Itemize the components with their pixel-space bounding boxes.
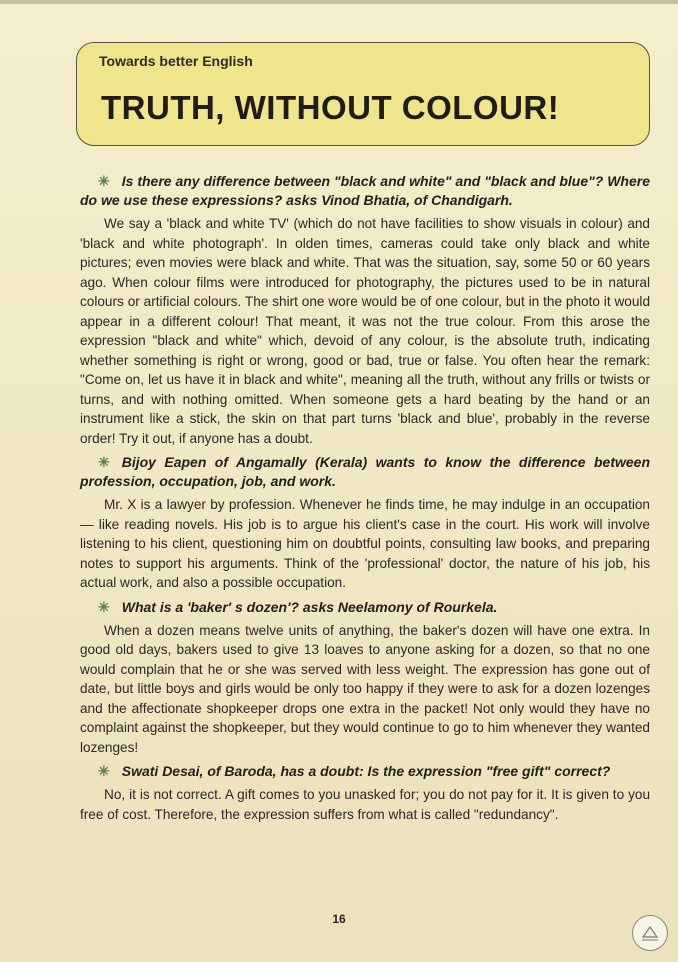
asterisk-bullet-icon: ✳ — [98, 598, 110, 615]
answer-1: We say a 'black and white TV' (which do not have facilities to show visuals in colour) and 'black and white photograph'. In olden times, cameras could take only black and white pictures; even movies were black and white. That was the situation, say, some 50 or 60 years ago. When colour films were introduced for photography, the pictures used to be in natural colours or artificial colours. The shirt one wore would be of one colour, but in the photo it would appear in a different colour! That meant, it was not the true colour. From this arose the expression "black and white" which, devoid of any colour, is the absolute truth, indicating whether something is right or wrong, good or bad, true or false. You often hear the remark: "Come on, let us have it in black and white", meaning all the truth, without any frills or twists or turns, and with nothing omitted. When someone gets a hard beating by the hand or an instrument like a stick, the skin on that part turns 'black and blue', probably in the reverse order! Try it out, if anyone has a doubt. — [80, 216, 650, 446]
top-edge — [0, 0, 678, 4]
question-text: Is there any difference between "black and white" and "black and blue"? Where do we use these expressions? asks Vinod Bhatia, of Chandigarh. — [80, 173, 650, 208]
question-text: Swati Desai, of Baroda, has a doubt: Is the expression "free gift" correct? — [121, 763, 611, 779]
question-text: Bijoy Eapen of Angamally (Kerala) wants to know the difference between profession, occupation, job, and work. — [80, 454, 650, 489]
article-title: TRUTH, WITHOUT COLOUR! — [101, 89, 560, 126]
question-4 — [80, 762, 650, 781]
asterisk-bullet-icon: ✳ — [98, 454, 110, 470]
question-1 — [80, 172, 650, 210]
article-body — [80, 172, 650, 829]
question-2 — [80, 453, 650, 491]
asterisk-bullet-icon: ✳ — [98, 763, 110, 779]
title-box — [76, 42, 650, 146]
column-kicker: Towards better English — [99, 53, 253, 69]
answer-3: When a dozen means twelve units of anything, the baker's dozen will have one extra. In good old days, bakers used to give 13 loaves to anyone asking for a dozen, so that no one would complain that he or she was served with less weight. The expression has gone out of date, but little boys and girls would be only too happy if they were to ask for a dozen lozenges and the affectionate shopkeeper drops one extra in the packet! Not only would they have no complaint against the shopkeeper, but they would continue to go to him whenever they wanted lozenges! — [80, 622, 650, 755]
answer-2: Mr. X is a lawyer by profession. Whenever he finds time, he may indulge in an occupation — like reading novels. His job is to argue his client's case in the court. His work will involve listening to his client, questioning him on doubtful points, consulting law books, and preparing notes to support his arguments. Think of the 'professional' doctor, the nature of his job, his actual work, and also a possible occupation. — [80, 497, 650, 590]
question-3 — [80, 598, 650, 617]
answer-4: No, it is not correct. A gift comes to you unasked for; you do not pay for it. It is given to you free of cost. Therefore, the expression suffers from what is called "redundancy". — [80, 787, 650, 822]
library-stamp-icon — [632, 915, 668, 951]
question-text: What is a 'baker' s dozen'? asks Neelamony of Rourkela. — [121, 598, 498, 615]
asterisk-bullet-icon: ✳ — [98, 173, 110, 189]
page-number: 16 — [332, 912, 346, 926]
